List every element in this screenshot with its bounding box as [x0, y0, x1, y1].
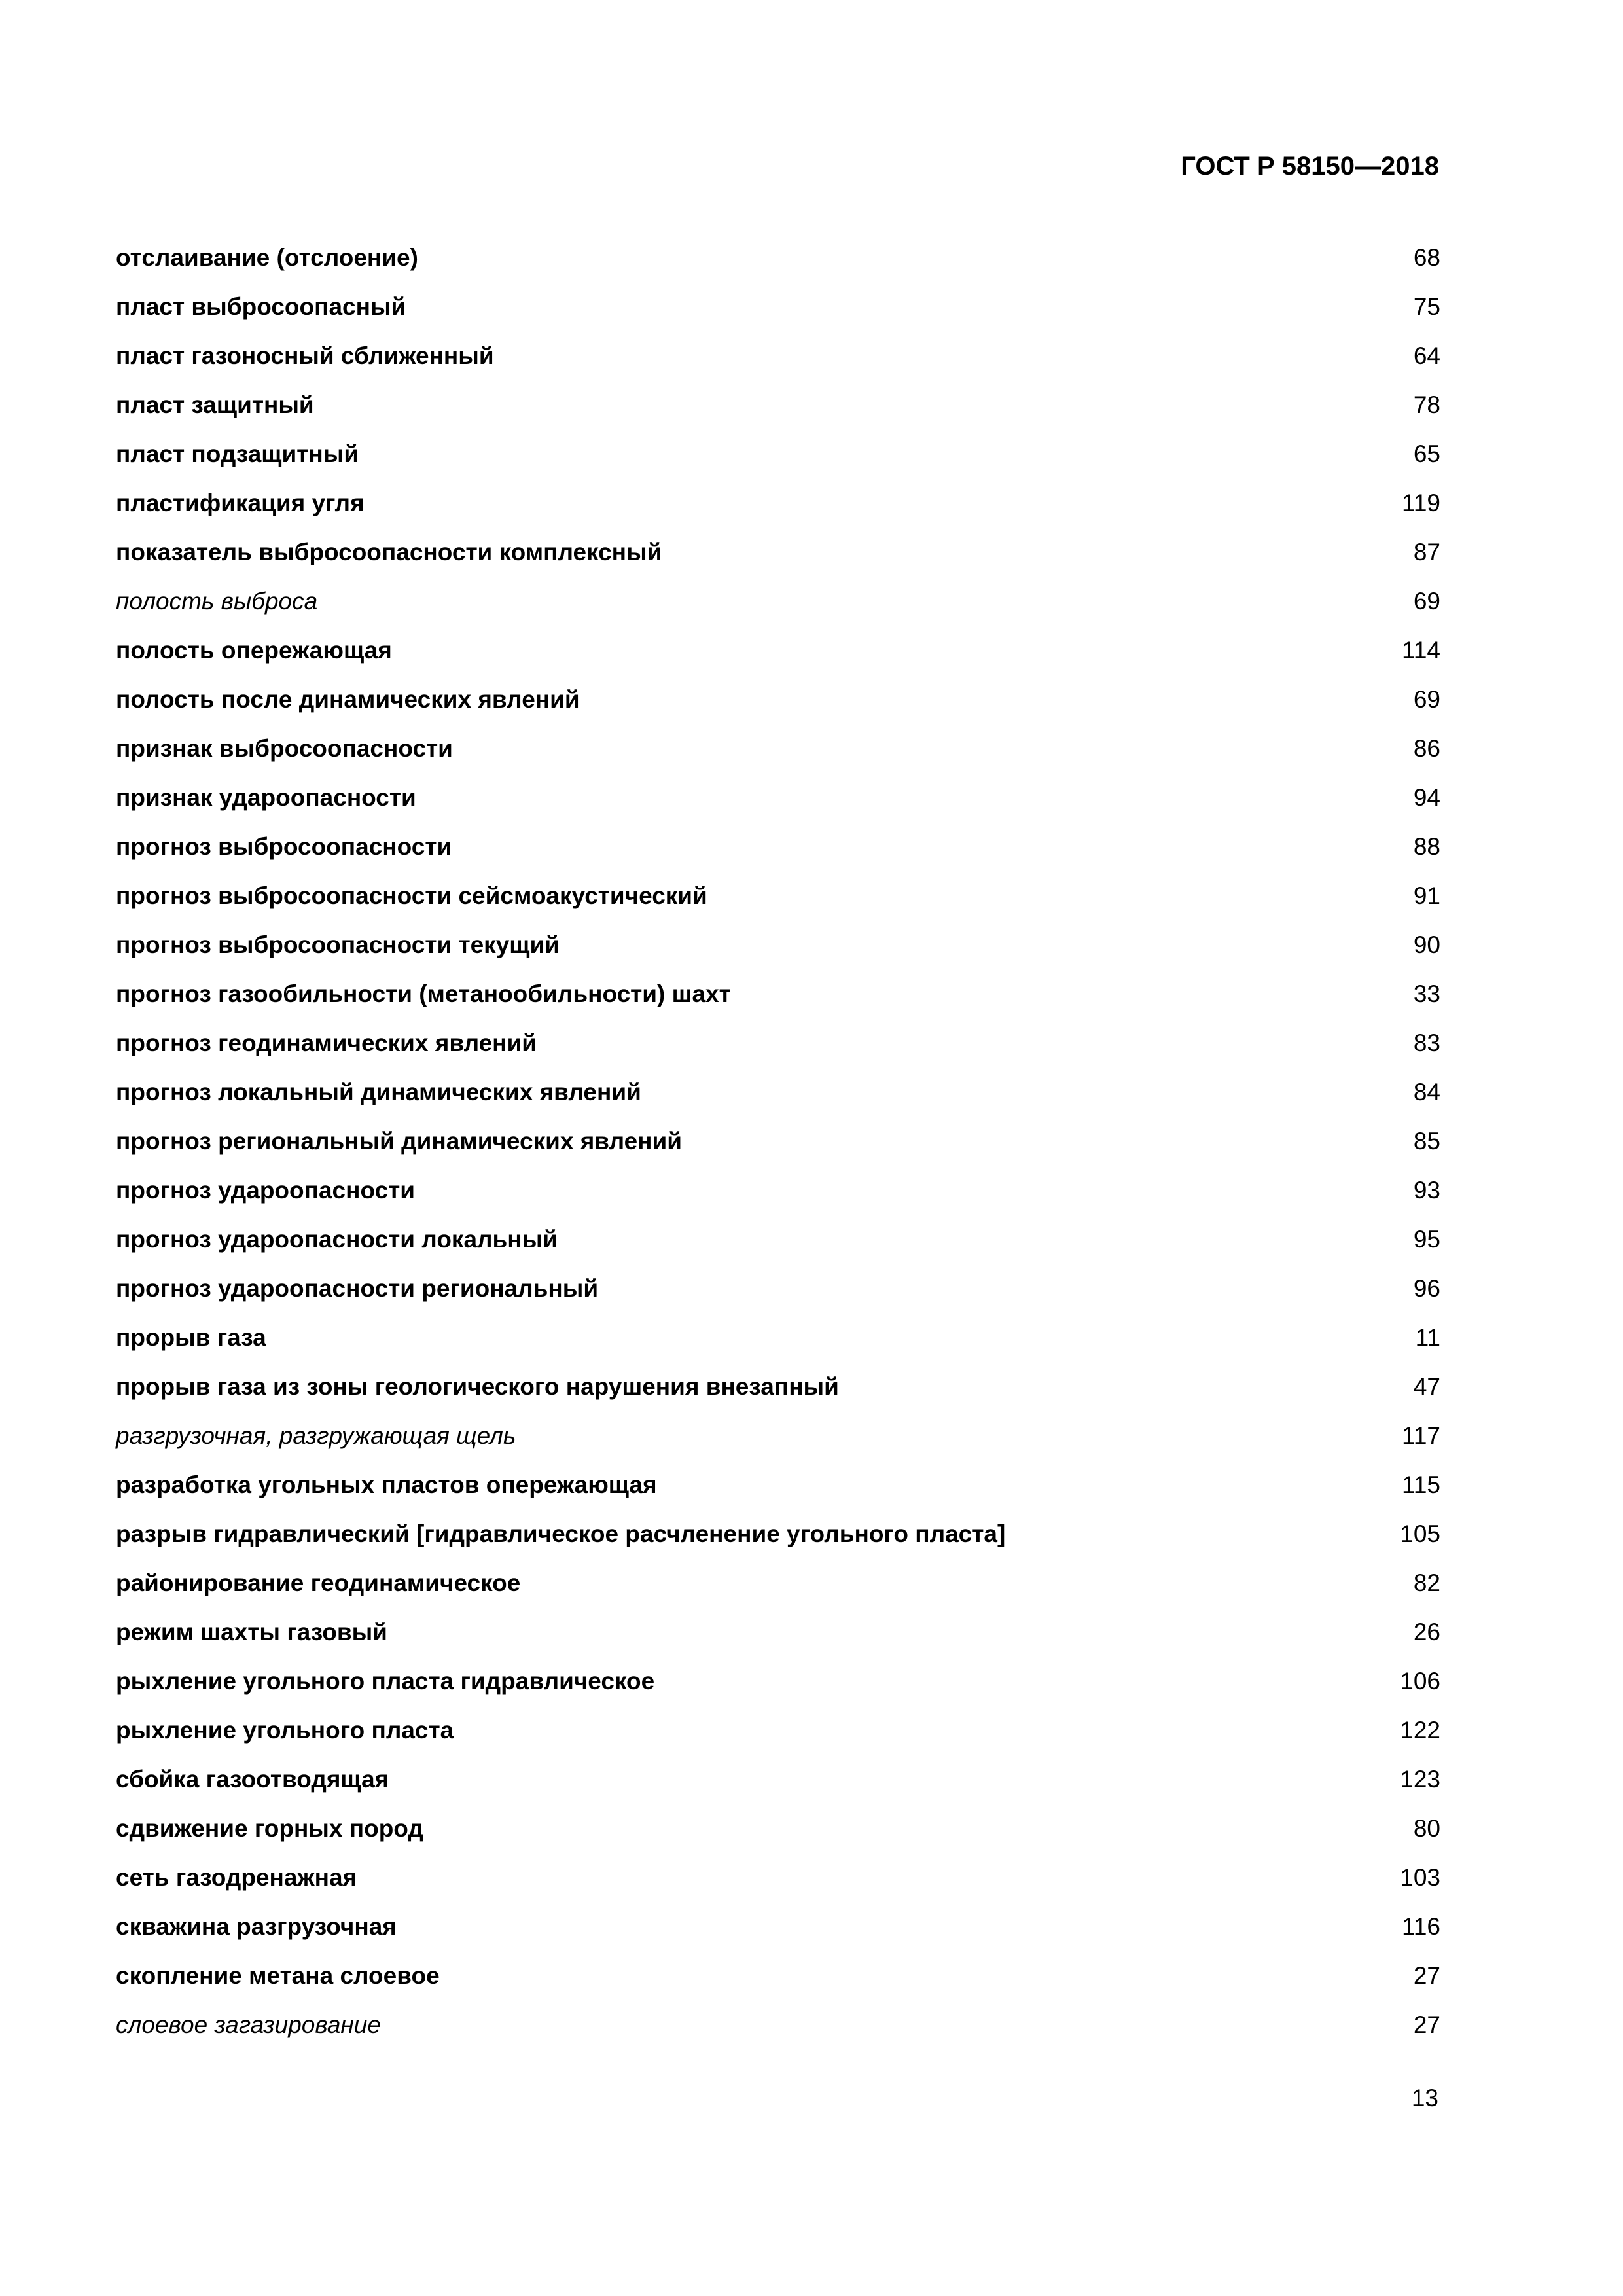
index-page-ref: 119	[1402, 490, 1440, 516]
index-entry	[116, 1025, 1440, 1074]
index-page-ref: 115	[1402, 1471, 1440, 1498]
index-term: показатель выбросоопасности комплексный	[116, 539, 662, 565]
index-term: пласт выбросоопасный	[116, 293, 406, 320]
index-page-ref: 93	[1413, 1177, 1440, 1204]
index-term: прогноз выбросоопасности сейсмоакустический	[116, 882, 707, 909]
index-term: прогноз региональный динамических явлений	[116, 1128, 683, 1155]
index-page-ref: 117	[1402, 1422, 1440, 1449]
index-term: разгрузочная, разгружающая щель	[116, 1422, 516, 1449]
index-term: рыхление угольного пласта гидравлическое	[116, 1668, 655, 1695]
index-page-ref: 64	[1413, 342, 1440, 369]
index-entry	[116, 534, 1440, 583]
index-term: прорыв газа из зоны геологического нарушения внезапный	[116, 1373, 839, 1400]
index-page-ref: 116	[1402, 1913, 1440, 1940]
index-entry	[116, 1172, 1440, 1221]
index-entry	[116, 583, 1440, 632]
index-page-ref: 80	[1413, 1815, 1440, 1842]
page-number: 13	[1411, 2085, 1438, 2111]
index-entry	[116, 1123, 1440, 1172]
index-page-ref: 122	[1400, 1717, 1440, 1744]
index-entry	[116, 1663, 1440, 1712]
index-term: пласт подзащитный	[116, 440, 359, 467]
index-page-ref: 33	[1413, 980, 1440, 1007]
index-term: отслаивание (отслоение)	[116, 244, 418, 271]
index-entry	[116, 780, 1440, 829]
index-page-ref: 90	[1413, 931, 1440, 958]
document-code: ГОСТ Р 58150—2018	[1181, 152, 1439, 181]
index-entry	[116, 2007, 1440, 2056]
index-term: полость опережающая	[116, 637, 392, 664]
index-entry	[116, 1761, 1440, 1810]
index-page-ref: 27	[1413, 2011, 1440, 2038]
index-term: прогноз газообильности (метанообильности) шахт	[116, 980, 731, 1007]
index-entry	[116, 1074, 1440, 1123]
index-page-ref: 88	[1413, 833, 1440, 860]
index-entry	[116, 338, 1440, 387]
index-term: пласт газоносный сближенный	[116, 342, 494, 369]
index-page-ref: 87	[1413, 539, 1440, 565]
index-page-ref: 68	[1413, 244, 1440, 271]
index-term: скважина разгрузочная	[116, 1913, 397, 1940]
index-entry	[116, 1516, 1440, 1565]
index-entry	[116, 1221, 1440, 1270]
index-entry	[116, 1418, 1440, 1467]
index-term: сбойка газоотводящая	[116, 1766, 389, 1793]
index-entry	[116, 436, 1440, 485]
index-term: скопление метана слоевое	[116, 1962, 440, 1989]
index-entry	[116, 1859, 1440, 1909]
index-page-ref: 78	[1413, 391, 1440, 418]
index-term: полость после динамических явлений	[116, 686, 580, 713]
index-entry	[116, 730, 1440, 780]
index-term: прогноз удароопасности	[116, 1177, 416, 1204]
index-term: разработка угольных пластов опережающая	[116, 1471, 657, 1498]
index-entry	[116, 1369, 1440, 1418]
index-page-ref: 84	[1413, 1079, 1440, 1105]
index-page-ref: 11	[1415, 1324, 1440, 1351]
index-page-ref: 47	[1413, 1373, 1440, 1400]
index-page-ref: 26	[1413, 1619, 1440, 1645]
index-term: прорыв газа	[116, 1324, 266, 1351]
index-term: полость выброса	[116, 588, 318, 615]
index-entry	[116, 927, 1440, 976]
index-term: районирование геодинамическое	[116, 1570, 521, 1596]
index-page-ref: 86	[1413, 735, 1440, 762]
index-entry	[116, 387, 1440, 436]
index-term: прогноз удароопасности локальный	[116, 1226, 558, 1253]
index-page-ref: 82	[1413, 1570, 1440, 1596]
index-page-ref: 103	[1400, 1864, 1440, 1891]
index-entry	[116, 1467, 1440, 1516]
index-term: рыхление угольного пласта	[116, 1717, 454, 1744]
index-page-ref: 65	[1413, 440, 1440, 467]
index-term: режим шахты газовый	[116, 1619, 387, 1645]
index-term: прогноз геодинамических явлений	[116, 1030, 537, 1056]
index-page-ref: 105	[1400, 1520, 1440, 1547]
index-term: признак выбросоопасности	[116, 735, 453, 762]
index-entry	[116, 681, 1440, 730]
index-term: прогноз выбросоопасности	[116, 833, 452, 860]
index-page-ref: 95	[1413, 1226, 1440, 1253]
index-entry	[116, 485, 1440, 534]
index-term: прогноз локальный динамических явлений	[116, 1079, 641, 1105]
index-page-ref: 114	[1402, 637, 1440, 664]
index-entry	[116, 976, 1440, 1025]
index-entry	[116, 240, 1440, 289]
index-entry	[116, 878, 1440, 927]
index-page-ref: 106	[1400, 1668, 1440, 1695]
index-entry	[116, 1565, 1440, 1614]
index-term: сдвижение горных пород	[116, 1815, 423, 1842]
index-page-ref: 69	[1413, 588, 1440, 615]
index-page-ref: 96	[1413, 1275, 1440, 1302]
index-page-ref: 75	[1413, 293, 1440, 320]
index-entry	[116, 1712, 1440, 1761]
index-page-ref: 83	[1413, 1030, 1440, 1056]
index-entry	[116, 289, 1440, 338]
index-page-ref: 27	[1413, 1962, 1440, 1989]
index-entry	[116, 632, 1440, 681]
index-page-ref: 91	[1413, 882, 1440, 909]
index-entry	[116, 1319, 1440, 1369]
index-entry	[116, 1614, 1440, 1663]
index-page-ref: 123	[1400, 1766, 1440, 1793]
index-page-ref: 94	[1413, 784, 1440, 811]
index-term: сеть газодренажная	[116, 1864, 357, 1891]
index-entry	[116, 829, 1440, 878]
index-term: пласт защитный	[116, 391, 314, 418]
index-term: прогноз выбросоопасности текущий	[116, 931, 560, 958]
alphabetical-index	[116, 240, 1440, 2056]
index-term: пластификация угля	[116, 490, 365, 516]
index-term: слоевое загазирование	[116, 2011, 381, 2038]
index-page-ref: 85	[1413, 1128, 1440, 1155]
index-page-ref: 69	[1413, 686, 1440, 713]
index-term: признак удароопасности	[116, 784, 416, 811]
index-entry	[116, 1270, 1440, 1319]
index-term: прогноз удароопасности региональный	[116, 1275, 599, 1302]
index-term: разрыв гидравлический [гидравлическое расчленение угольного пласта]	[116, 1520, 1006, 1547]
index-entry	[116, 1810, 1440, 1859]
index-entry	[116, 1909, 1440, 1958]
index-entry	[116, 1958, 1440, 2007]
